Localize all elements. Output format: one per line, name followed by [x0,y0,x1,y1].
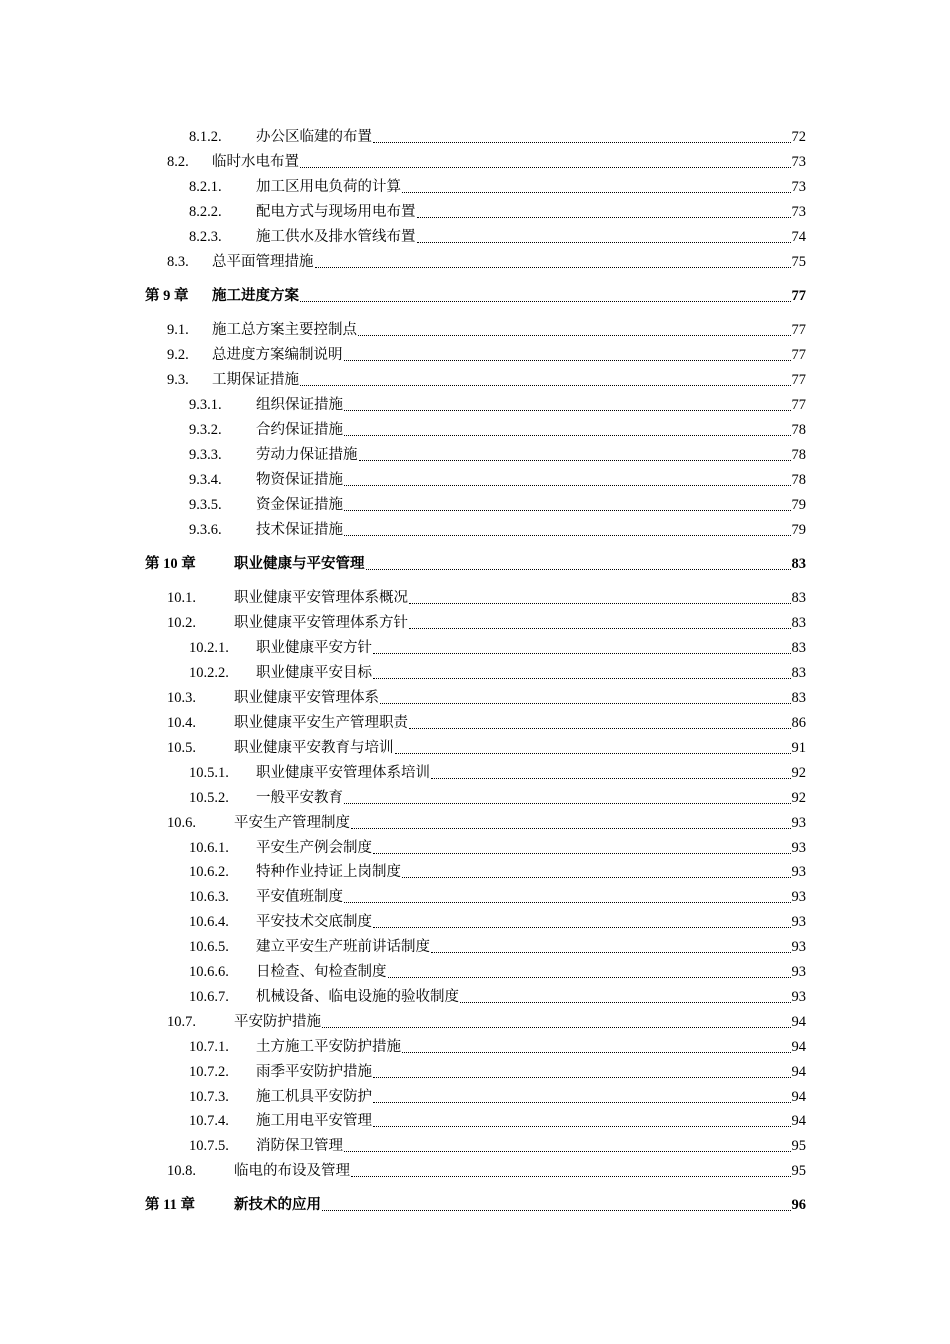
toc-entry[interactable] [189,1061,806,1083]
toc-entry[interactable] [189,637,806,659]
toc-entry-page-number: 94 [791,1039,806,1055]
toc-entry-title: 职业健康平安管理体系 [234,690,379,706]
toc-entry-number: 8.2.2. [189,204,222,220]
toc-entry[interactable] [189,911,806,933]
dot-leader [300,385,791,386]
dot-leader [402,192,791,193]
toc-entry[interactable] [167,251,806,273]
toc-entry[interactable] [189,469,806,491]
toc-entry-page-number: 86 [791,715,806,731]
toc-entry[interactable] [189,176,806,198]
toc-entry[interactable] [167,344,806,366]
dot-leader [373,142,791,143]
toc-entry-number: 9.3.5. [189,497,222,513]
toc-entry-page-number: 83 [791,556,806,572]
toc-entry-title: 职业健康平安管理体系概况 [234,590,408,606]
toc-entry-number: 第 10 章 [145,556,196,572]
toc-chapter-entry[interactable] [145,553,806,575]
dot-leader [344,535,791,536]
toc-entry-number: 10.1. [167,590,196,606]
dot-leader [344,510,791,511]
toc-entry-number: 10.6.1. [189,840,229,856]
toc-entry-title: 机械设备、临电设施的验收制度 [256,989,459,1005]
toc-entry-page-number: 93 [791,939,806,955]
toc-entry-title: 平安生产例会制度 [256,840,372,856]
toc-entry-title: 建立平安生产班前讲话制度 [256,939,430,955]
toc-chapter-entry[interactable] [145,285,806,307]
toc-entry-number: 10.7. [167,1014,196,1030]
toc-entry[interactable] [189,1135,806,1157]
toc-entry[interactable] [189,662,806,684]
dot-leader [409,728,791,729]
toc-entry-number: 10.7.4. [189,1113,229,1129]
toc-entry-title: 临时水电布置 [212,154,299,170]
toc-entry-page-number: 92 [791,765,806,781]
toc-entry-title: 职业健康平安教育与培训 [234,740,394,756]
toc-entry-page-number: 93 [791,964,806,980]
toc-entry-title: 工期保证措施 [212,372,299,388]
toc-entry-title: 合约保证措施 [256,422,343,438]
toc-entry-page-number: 83 [791,690,806,706]
toc-entry-number: 10.6. [167,815,196,831]
dot-leader [315,267,791,268]
toc-entry-number: 10.6.4. [189,914,229,930]
dot-leader [344,435,791,436]
dot-leader [344,1151,791,1152]
toc-entry-page-number: 73 [791,179,806,195]
toc-entry-page-number: 77 [791,288,806,304]
toc-entry-number: 8.1.2. [189,129,222,145]
toc-chapter-entry[interactable] [145,1194,806,1216]
dot-leader [373,653,791,654]
dot-leader [322,1210,791,1211]
toc-entry[interactable] [189,226,806,248]
toc-entry-title: 临电的布设及管理 [234,1163,350,1179]
dot-leader [395,753,791,754]
toc-entry-number: 10.7.3. [189,1089,229,1105]
toc-entry-title: 土方施工平安防护措施 [256,1039,401,1055]
toc-entry-number: 8.2. [167,154,189,170]
toc-entry-title: 消防保卫管理 [256,1138,343,1154]
dot-leader [344,410,791,411]
toc-entry-page-number: 73 [791,154,806,170]
toc-entry[interactable] [189,126,806,148]
dot-leader [300,167,791,168]
toc-entry-number: 10.5. [167,740,196,756]
toc-entry-number: 8.2.1. [189,179,222,195]
toc-entry[interactable] [189,519,806,541]
toc-entry-number: 9.3.2. [189,422,222,438]
toc-entry-number: 9.3. [167,372,189,388]
dot-leader [431,778,791,779]
toc-entry-page-number: 93 [791,989,806,1005]
toc-entry-title: 总进度方案编制说明 [212,347,343,363]
toc-entry-title: 施工机具平安防护 [256,1089,372,1105]
toc-entry-page-number: 78 [791,472,806,488]
toc-entry-title: 雨季平安防护措施 [256,1064,372,1080]
toc-entry[interactable] [189,861,806,883]
dot-leader [344,485,791,486]
dot-leader [373,927,791,928]
toc-entry-number: 10.2.2. [189,665,229,681]
toc-entry-title: 职业健康与平安管理 [234,556,365,572]
toc-entry-page-number: 93 [791,864,806,880]
toc-entry[interactable] [189,762,806,784]
toc-entry-number: 8.3. [167,254,189,270]
toc-entry-page-number: 78 [791,447,806,463]
toc-entry[interactable] [167,812,806,834]
toc-entry-page-number: 95 [791,1163,806,1179]
toc-entry[interactable] [189,787,806,809]
toc-entry-number: 10.7.2. [189,1064,229,1080]
toc-entry-number: 9.3.4. [189,472,222,488]
toc-entry-page-number: 96 [791,1197,806,1213]
toc-entry-title: 办公区临建的布置 [256,129,372,145]
dot-leader [409,603,791,604]
toc-entry-page-number: 79 [791,497,806,513]
dot-leader [300,301,791,302]
dot-leader [431,952,791,953]
toc-entry[interactable] [167,151,806,173]
toc-entry-title: 资金保证措施 [256,497,343,513]
toc-entry[interactable] [189,961,806,983]
toc-entry-page-number: 94 [791,1014,806,1030]
toc-entry-page-number: 78 [791,422,806,438]
toc-entry-number: 10.6.6. [189,964,229,980]
toc-entry[interactable] [189,394,806,416]
toc-entry-page-number: 72 [791,129,806,145]
toc-entry-title: 平安生产管理制度 [234,815,350,831]
toc-entry-page-number: 79 [791,522,806,538]
dot-leader [366,569,791,570]
dot-leader [322,1027,791,1028]
toc-entry[interactable] [189,1086,806,1108]
toc-entry-title: 配电方式与现场用电布置 [256,204,416,220]
toc-entry-title: 职业健康平安管理体系培训 [256,765,430,781]
toc-entry[interactable] [167,319,806,341]
toc-entry-page-number: 77 [791,372,806,388]
toc-entry[interactable] [189,494,806,516]
toc-entry-number: 10.5.1. [189,765,229,781]
toc-entry-title: 平安技术交底制度 [256,914,372,930]
toc-entry-number: 9.3.1. [189,397,222,413]
toc-entry-page-number: 92 [791,790,806,806]
toc-entry-title: 加工区用电负荷的计算 [256,179,401,195]
dot-leader [373,1102,791,1103]
toc-entry-page-number: 77 [791,397,806,413]
toc-entry[interactable] [189,936,806,958]
toc-entry-page-number: 93 [791,889,806,905]
toc-entry-page-number: 77 [791,322,806,338]
toc-entry-page-number: 93 [791,840,806,856]
toc-entry-title: 劳动力保证措施 [256,447,358,463]
dot-leader [359,460,791,461]
toc-entry[interactable] [167,587,806,609]
dot-leader [344,803,791,804]
toc-entry[interactable] [167,612,806,634]
toc-entry-title: 施工总方案主要控制点 [212,322,357,338]
toc-entry-title: 日检查、旬检查制度 [256,964,387,980]
toc-entry[interactable] [167,737,806,759]
toc-entry[interactable] [167,1011,806,1033]
toc-entry[interactable] [189,1110,806,1132]
toc-entry-number: 9.1. [167,322,189,338]
toc-entry-page-number: 93 [791,815,806,831]
toc-entry[interactable] [189,444,806,466]
toc-entry[interactable] [167,369,806,391]
dot-leader [402,1052,791,1053]
toc-entry-number: 10.6.2. [189,864,229,880]
toc-entry-number: 10.6.5. [189,939,229,955]
dot-leader [417,217,791,218]
toc-entry-number: 10.2. [167,615,196,631]
toc-entry[interactable] [189,419,806,441]
toc-entry-title: 特种作业持证上岗制度 [256,864,401,880]
toc-entry[interactable] [167,712,806,734]
toc-entry-number: 10.5.2. [189,790,229,806]
toc-entry-number: 9.3.3. [189,447,222,463]
toc-entry-title: 一般平安教育 [256,790,343,806]
toc-entry[interactable] [189,201,806,223]
dot-leader [388,977,791,978]
toc-entry-number: 8.2.3. [189,229,222,245]
toc-entry-title: 新技术的应用 [234,1197,321,1213]
toc-entry-title: 技术保证措施 [256,522,343,538]
toc-entry-page-number: 75 [791,254,806,270]
toc-entry-title: 职业健康平安方针 [256,640,372,656]
toc-entry-title: 施工进度方案 [212,288,299,304]
toc-entry-title: 物资保证措施 [256,472,343,488]
toc-entry-number: 9.3.6. [189,522,222,538]
toc-entry-title: 施工用电平安管理 [256,1113,372,1129]
toc-entry-title: 平安防护措施 [234,1014,321,1030]
toc-entry-number: 10.3. [167,690,196,706]
toc-entry-number: 10.6.7. [189,989,229,1005]
toc-entry[interactable] [189,837,806,859]
dot-leader [373,853,791,854]
dot-leader [380,703,791,704]
toc-entry[interactable] [189,886,806,908]
dot-leader [402,877,791,878]
dot-leader [373,678,791,679]
toc-entry-page-number: 77 [791,347,806,363]
dot-leader [358,335,791,336]
toc-entry-page-number: 94 [791,1064,806,1080]
toc-entry-page-number: 83 [791,590,806,606]
dot-leader [344,902,791,903]
dot-leader [373,1077,791,1078]
toc-entry-page-number: 94 [791,1113,806,1129]
toc-entry-title: 组织保证措施 [256,397,343,413]
toc-entry-page-number: 93 [791,914,806,930]
toc-entry-page-number: 95 [791,1138,806,1154]
toc-entry-number: 第 11 章 [145,1197,195,1213]
toc-entry-number: 第 9 章 [145,288,189,304]
toc-entry-number: 10.2.1. [189,640,229,656]
toc-entry-number: 10.4. [167,715,196,731]
toc-entry-page-number: 83 [791,665,806,681]
toc-entry-title: 平安值班制度 [256,889,343,905]
toc-entry-title: 职业健康平安目标 [256,665,372,681]
toc-entry-number: 10.6.3. [189,889,229,905]
dot-leader [351,1176,791,1177]
dot-leader [351,828,791,829]
dot-leader [460,1002,791,1003]
toc-entry-title: 总平面管理措施 [212,254,314,270]
toc-entry[interactable] [167,1160,806,1182]
toc-entry-title: 施工供水及排水管线布置 [256,229,416,245]
toc-entry[interactable] [189,986,806,1008]
toc-entry[interactable] [167,687,806,709]
dot-leader [409,628,791,629]
toc-entry-number: 10.7.5. [189,1138,229,1154]
toc-entry[interactable] [189,1036,806,1058]
dot-leader [417,242,791,243]
toc-entry-page-number: 94 [791,1089,806,1105]
toc-entry-title: 职业健康平安管理体系方针 [234,615,408,631]
toc-entry-number: 10.8. [167,1163,196,1179]
dot-leader [373,1126,791,1127]
toc-entry-page-number: 73 [791,204,806,220]
toc-entry-page-number: 83 [791,640,806,656]
toc-entry-number: 9.2. [167,347,189,363]
toc-entry-page-number: 74 [791,229,806,245]
toc-entry-number: 10.7.1. [189,1039,229,1055]
dot-leader [344,360,791,361]
toc-entry-page-number: 91 [791,740,806,756]
toc-entry-title: 职业健康平安生产管理职责 [234,715,408,731]
toc-entry-page-number: 83 [791,615,806,631]
